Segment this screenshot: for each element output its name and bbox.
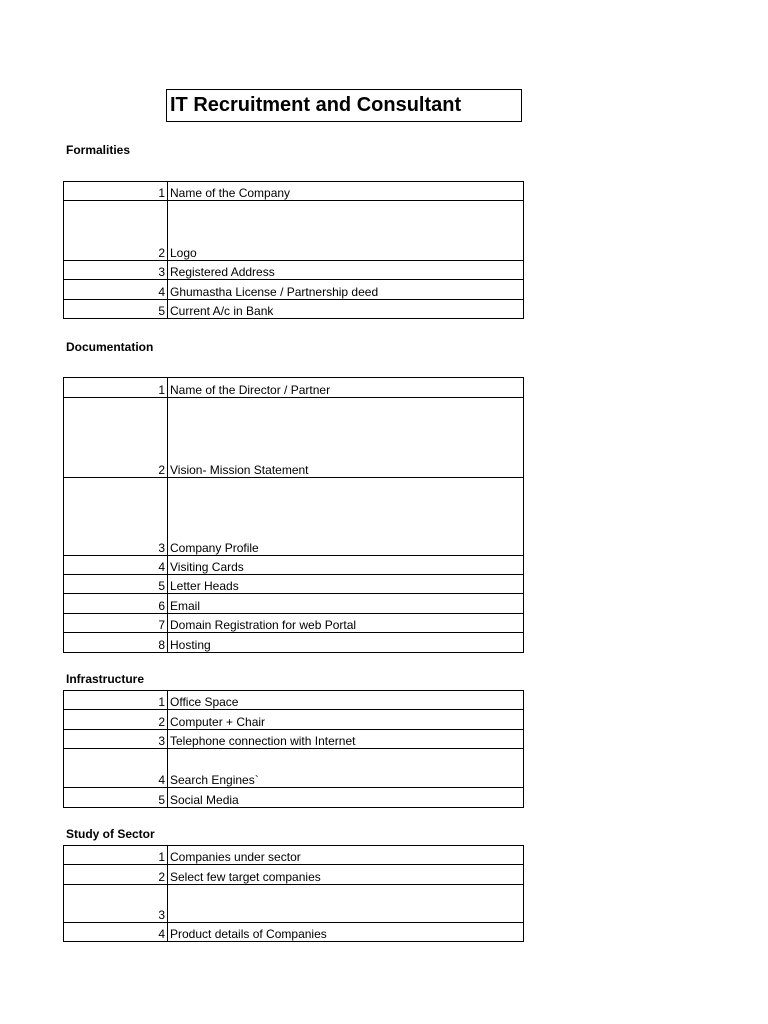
table-row [64, 614, 524, 633]
row-number: 8 [64, 633, 168, 653]
table-row [64, 749, 524, 788]
row-label: Name of the Director / Partner [168, 378, 524, 398]
row-label: Registered Address [168, 261, 524, 280]
row-number: 2 [64, 710, 168, 730]
table-row [64, 691, 524, 710]
row-number: 5 [64, 300, 168, 319]
row-label: Email [168, 594, 524, 614]
row-number: 3 [64, 261, 168, 280]
row-label [168, 885, 524, 923]
row-number: 6 [64, 594, 168, 614]
table-row [64, 280, 524, 300]
row-label: Office Space [168, 691, 524, 710]
row-label: Product details of Companies [168, 923, 524, 942]
row-label: Select few target companies [168, 865, 524, 885]
section-heading-formalities: Formalities [66, 143, 131, 157]
row-label: Ghumastha License / Partnership deed [168, 280, 524, 300]
table-row [64, 300, 524, 319]
row-number: 4 [64, 749, 168, 788]
row-number: 2 [64, 201, 168, 261]
row-label: Current A/c in Bank [168, 300, 524, 319]
table-row [64, 885, 524, 923]
row-label: Social Media [168, 788, 524, 808]
row-number: 1 [64, 378, 168, 398]
row-number: 1 [64, 846, 168, 865]
table-row [64, 923, 524, 942]
row-number: 5 [64, 575, 168, 594]
table-row [64, 865, 524, 885]
row-label: Visiting Cards [168, 556, 524, 575]
table-row [64, 788, 524, 808]
infrastructure-table [63, 690, 524, 808]
documentation-table [63, 377, 524, 653]
row-label: Name of the Company [168, 182, 524, 201]
table-row [64, 378, 524, 398]
table-row [64, 730, 524, 749]
row-number: 5 [64, 788, 168, 808]
row-label: Companies under sector [168, 846, 524, 865]
row-label: Vision- Mission Statement [168, 398, 524, 478]
table-row [64, 201, 524, 261]
table-row [64, 594, 524, 614]
table-row [64, 478, 524, 556]
row-number: 7 [64, 614, 168, 633]
row-label: Logo [168, 201, 524, 261]
row-label: Letter Heads [168, 575, 524, 594]
table-row [64, 633, 524, 653]
formalities-table [63, 181, 524, 319]
table-row [64, 710, 524, 730]
row-number: 4 [64, 280, 168, 300]
row-number: 4 [64, 556, 168, 575]
row-label: Search Engines` [168, 749, 524, 788]
row-number: 2 [64, 398, 168, 478]
row-label: Hosting [168, 633, 524, 653]
table-row [64, 261, 524, 280]
row-number: 2 [64, 865, 168, 885]
row-label: Telephone connection with Internet [168, 730, 524, 749]
study-of-sector-table [63, 845, 524, 942]
row-number: 3 [64, 478, 168, 556]
section-heading-infrastructure: Infrastructure [66, 672, 145, 686]
row-label: Domain Registration for web Portal [168, 614, 524, 633]
table-row [64, 846, 524, 865]
row-label: Computer + Chair [168, 710, 524, 730]
row-number: 1 [64, 691, 168, 710]
table-row [64, 398, 524, 478]
table-row [64, 556, 524, 575]
row-label: Company Profile [168, 478, 524, 556]
row-number: 3 [64, 885, 168, 923]
section-heading-documentation: Documentation [66, 340, 154, 354]
table-row [64, 575, 524, 594]
row-number: 4 [64, 923, 168, 942]
row-number: 1 [64, 182, 168, 201]
section-heading-study-of-sector: Study of Sector [66, 827, 155, 841]
table-row [64, 182, 524, 201]
page-title: IT Recruitment and Consultant [166, 89, 522, 122]
row-number: 3 [64, 730, 168, 749]
